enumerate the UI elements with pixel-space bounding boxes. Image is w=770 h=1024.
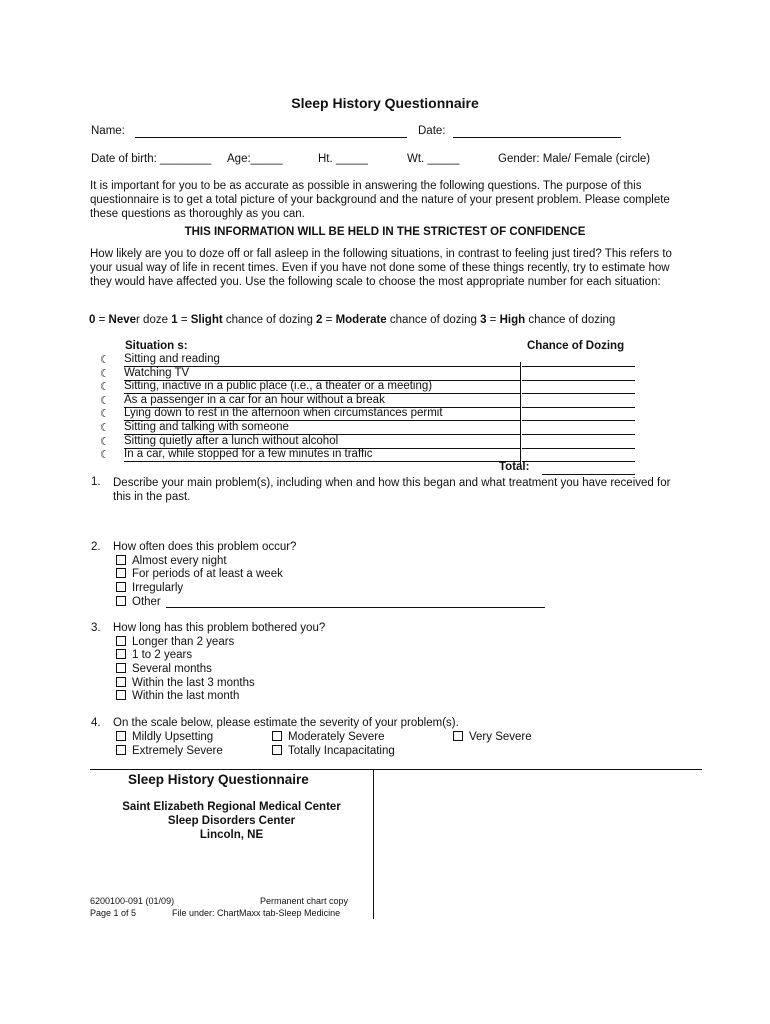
checkbox-icon[interactable] [116, 745, 126, 755]
checkbox-icon[interactable] [453, 731, 463, 741]
checkbox-icon[interactable] [116, 568, 126, 578]
footer-org-1: Saint Elizabeth Regional Medical Center [122, 801, 341, 813]
option-label: 1 to 2 years [132, 649, 193, 661]
moon-icon: ☾ [100, 381, 110, 394]
checkbox-icon[interactable] [116, 731, 126, 741]
situation-label: In a car, while stopped for a few minutes in traffic [124, 448, 520, 462]
doze-intro: How likely are you to doze off or fall asleep in the following situations, in contrast to feeling just tired? This refers to your usual way of life in recent times. Even if you have not done some of these things recently, try to estimate how they would have affected you. Use the following scale to choose the most appropriate number for each situation: [90, 248, 672, 288]
name-field[interactable] [135, 125, 407, 138]
option-label: Within the last month [132, 690, 240, 702]
q4-option[interactable] [116, 731, 213, 745]
option-label: Several months [132, 663, 212, 675]
q3-number: 3. [91, 622, 101, 634]
q2-text: How often does this problem occur? [113, 541, 297, 553]
option-label: Irregularly [132, 582, 184, 594]
q2-option[interactable] [116, 582, 183, 596]
footer-org-2: Sleep Disorders Center [167, 815, 296, 827]
q2-other-field[interactable] [166, 595, 545, 608]
option-label: Very Severe [469, 731, 532, 743]
confidential-notice: THIS INFORMATION WILL BE HELD IN THE STRICTEST OF CONFIDENCE [184, 226, 586, 238]
weight-label[interactable]: Wt. _____ [407, 153, 460, 165]
q2-option[interactable] [116, 568, 283, 582]
q3-option[interactable] [116, 690, 239, 704]
name-label: Name: [91, 125, 125, 137]
footer-org-3: Lincoln, NE [199, 829, 264, 841]
page-number: Page 1 of 5 [90, 908, 137, 918]
checkbox-icon[interactable] [116, 663, 126, 673]
total-field[interactable] [542, 461, 635, 475]
situation-label: Sitting and reading [124, 353, 520, 367]
q2-number: 2. [91, 541, 101, 553]
chart-copy: Permanent chart copy [260, 896, 349, 906]
q1-number: 1. [91, 476, 101, 488]
q4-option[interactable] [453, 731, 532, 745]
option-label: Totally Incapacitating [288, 745, 395, 757]
date-label: Date: [418, 125, 446, 137]
option-label: Other [132, 596, 161, 608]
option-label: Extremely Severe [132, 745, 223, 757]
file-under: File under: ChartMaxx tab-Sleep Medicine [172, 908, 341, 918]
intro-paragraph: It is important for you to be as accurate as possible in answering the following questions. The purpose of this questionnaire is to get a total picture of your background and the nature of your present problem. Please complete these questions as thoroughly as you can. [90, 180, 670, 220]
height-label[interactable]: Ht. _____ [318, 153, 368, 165]
checkbox-icon[interactable] [116, 677, 126, 687]
q3-text: How long has this problem bothered you? [113, 622, 326, 634]
option-label: Within the last 3 months [132, 677, 255, 689]
option-label: For periods of at least a week [132, 568, 283, 580]
situation-label: Lying down to rest in the afternoon when circumstances permit [124, 407, 520, 421]
q4-text: On the scale below, please estimate the severity of your problem(s). [113, 717, 459, 729]
gender-label[interactable]: Gender: Male/ Female (circle) [498, 153, 651, 165]
situation-label: Sitting and talking with someone [124, 421, 520, 435]
table-divider [520, 362, 521, 465]
situations-heading: Situation s: [125, 340, 188, 352]
option-label: Longer than 2 years [132, 636, 235, 648]
chance-field[interactable] [522, 435, 635, 449]
moon-icon: ☾ [100, 435, 110, 448]
moon-icon: ☾ [100, 408, 110, 421]
q1-text: Describe your main problem(s), including when and how this began and what treatment you have received for this in the past. [113, 477, 671, 503]
footer-title: Sleep History Questionnaire [128, 772, 309, 787]
checkbox-icon[interactable] [116, 582, 126, 592]
chance-field[interactable] [522, 394, 635, 408]
situation-label: As a passenger in a car for an hour without a break [124, 394, 520, 408]
scale-line: 0 = Never doze 1 = Slight chance of dozing 2 = Moderate chance of dozing 3 = High chance of dozing [89, 314, 616, 326]
option-label: Moderately Severe [288, 731, 385, 743]
moon-icon: ☾ [100, 422, 110, 434]
total-label: Total: [499, 461, 530, 473]
checkbox-icon[interactable] [272, 731, 282, 741]
moon-icon: ☾ [100, 394, 110, 407]
checkbox-icon[interactable] [116, 555, 126, 565]
q3-option[interactable] [116, 663, 212, 677]
option-label: Almost every night [132, 555, 227, 567]
chance-field[interactable] [522, 380, 635, 394]
footer-divider [90, 769, 702, 770]
q2-option[interactable] [116, 596, 161, 610]
option-label: Mildly Upsetting [132, 731, 214, 743]
situation-label: Watching TV [124, 367, 520, 381]
q3-option[interactable] [116, 677, 255, 691]
q4-option[interactable] [272, 731, 385, 745]
q2-option[interactable] [116, 555, 227, 569]
situation-label: Sitting, inactive in a public place (i.e., a theater or a meeting) [124, 380, 520, 394]
moon-icon: ☾ [100, 367, 110, 380]
q4-number: 4. [91, 717, 101, 729]
checkbox-icon[interactable] [116, 649, 126, 659]
age-label[interactable]: Age:_____ [227, 153, 283, 165]
checkbox-icon[interactable] [272, 745, 282, 755]
situation-label: Sitting quietly after a lunch without alcohol [124, 435, 520, 449]
q4-option[interactable] [272, 745, 395, 759]
footer-vertical-divider [373, 769, 374, 919]
date-field[interactable] [453, 125, 621, 138]
checkbox-icon[interactable] [116, 690, 126, 700]
moon-icon: ☾ [100, 449, 110, 462]
page-title: Sleep History Questionnaire [291, 95, 479, 111]
chance-field[interactable] [522, 353, 635, 367]
q4-option[interactable] [116, 745, 223, 759]
moon-icon: ☾ [100, 354, 110, 366]
q3-option[interactable] [116, 636, 234, 650]
checkbox-icon[interactable] [116, 636, 126, 646]
checkbox-icon[interactable] [116, 596, 126, 606]
form-number: 6200100-091 (01/09) [90, 896, 175, 906]
chance-field[interactable] [522, 407, 635, 421]
dob-label[interactable]: Date of birth: ________ [91, 153, 212, 165]
chance-heading: Chance of Dozing [527, 340, 625, 352]
q3-option[interactable] [116, 649, 192, 663]
chance-field[interactable] [522, 367, 635, 381]
chance-field[interactable] [522, 421, 635, 435]
